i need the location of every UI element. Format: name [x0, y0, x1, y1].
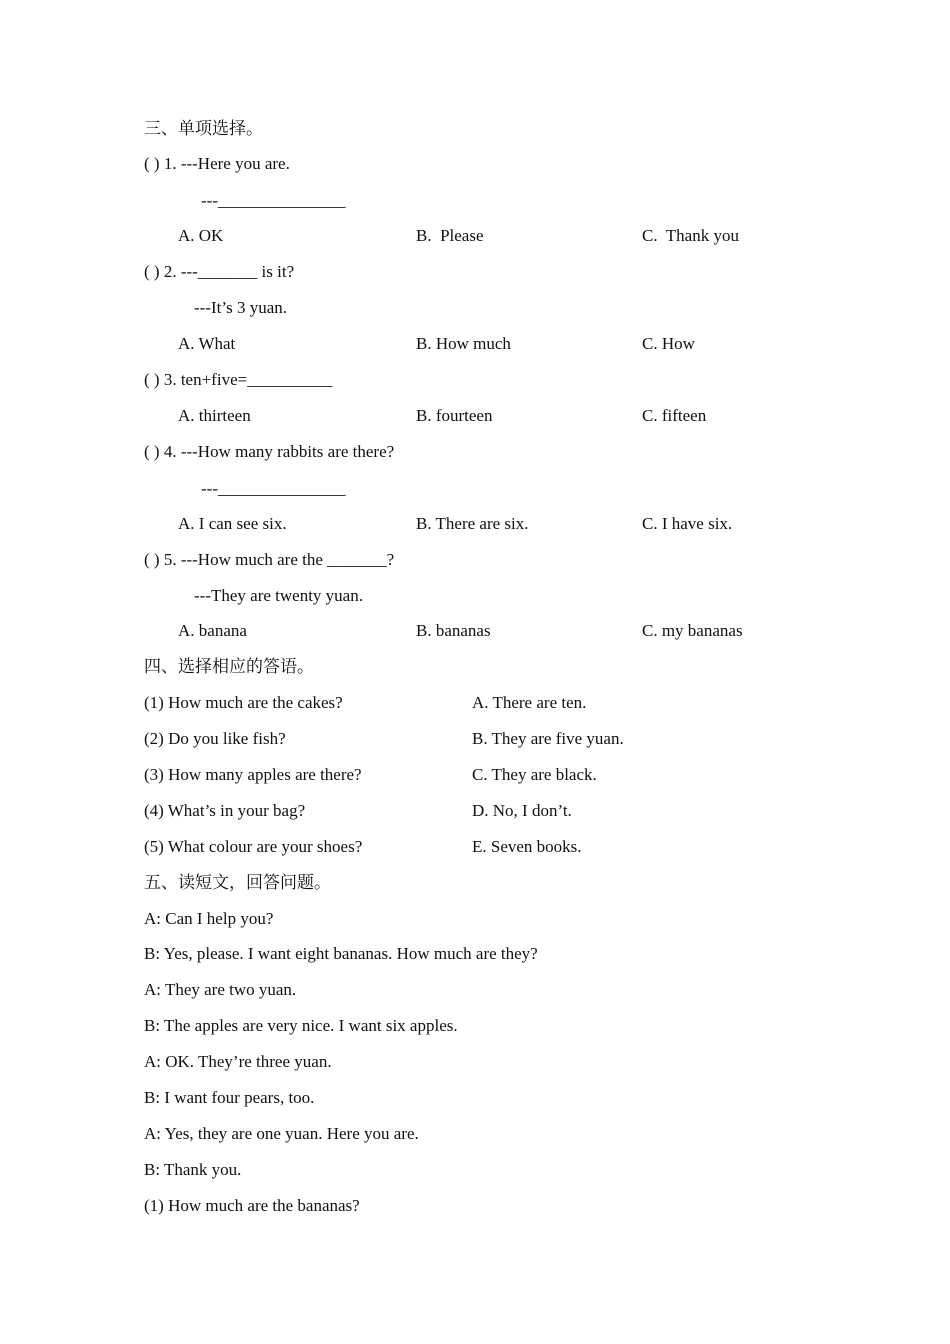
q3-option-b: B. fourteen — [416, 406, 493, 425]
dialogue-line: B: I want four pears, too. — [144, 1088, 315, 1107]
q2-stem: ( ) 2. ---_______ is it? — [144, 262, 295, 281]
q5-stem: ( ) 5. ---How much are the _______? — [144, 550, 395, 569]
dialogue-line: A: They are two yuan. — [144, 980, 297, 999]
match-answer-a: A. There are ten. — [472, 693, 587, 712]
q4-option-a: A. I can see six. — [178, 514, 287, 533]
q2-option-c: C. How — [642, 334, 695, 353]
match-question-2: (2) Do you like fish? — [144, 729, 286, 748]
match-answer-c: C. They are black. — [472, 765, 597, 784]
section3-heading: 三、单项选择。 — [144, 119, 263, 138]
reading-question-1: (1) How much are the bananas? — [144, 1196, 360, 1215]
match-answer-e: E. Seven books. — [472, 837, 582, 856]
q1-stem: ( ) 1. ---Here you are. — [144, 154, 290, 173]
q3-stem: ( ) 3. ten+five=__________ — [144, 370, 333, 389]
q3-option-a: A. thirteen — [178, 406, 251, 425]
q5-option-b: B. bananas — [416, 621, 491, 640]
q4-option-c: C. I have six. — [642, 514, 733, 533]
q4-blank: ---_______________ — [201, 479, 346, 498]
match-answer-d: D. No, I don’t. — [472, 801, 572, 820]
dialogue-line: B: The apples are very nice. I want six apples. — [144, 1016, 458, 1035]
q1-option-b: B. Please — [416, 226, 484, 245]
dialogue-line: A: Yes, they are one yuan. Here you are. — [144, 1124, 419, 1143]
dialogue-line: B: Thank you. — [144, 1160, 242, 1179]
match-question-1: (1) How much are the cakes? — [144, 693, 343, 712]
q1-option-c: C. Thank you — [642, 226, 739, 245]
q5-option-c: C. my bananas — [642, 621, 743, 640]
match-answer-b: B. They are five yuan. — [472, 729, 624, 748]
q1-option-a: A. OK — [178, 226, 224, 245]
match-question-5: (5) What colour are your shoes? — [144, 837, 363, 856]
q5-option-a: A. banana — [178, 621, 247, 640]
section4-heading: 四、选择相应的答语。 — [144, 657, 314, 676]
dialogue-line: A: Can I help you? — [144, 909, 274, 928]
section5-heading: 五、读短文，回答问题。 — [144, 873, 331, 892]
q2-reply: ---It’s 3 yuan. — [194, 298, 288, 317]
match-question-3: (3) How many apples are there? — [144, 765, 362, 784]
q4-stem: ( ) 4. ---How many rabbits are there? — [144, 442, 395, 461]
q3-option-c: C. fifteen — [642, 406, 707, 425]
dialogue-line: A: OK. They’re three yuan. — [144, 1052, 332, 1071]
q2-option-a: A. What — [178, 334, 236, 353]
dialogue-line: B: Yes, please. I want eight bananas. How much are they? — [144, 944, 538, 963]
match-question-4: (4) What’s in your bag? — [144, 801, 306, 820]
q4-option-b: B. There are six. — [416, 514, 529, 533]
q2-option-b: B. How much — [416, 334, 511, 353]
q5-reply: ---They are twenty yuan. — [194, 586, 363, 605]
q1-blank: ---_______________ — [201, 191, 346, 210]
